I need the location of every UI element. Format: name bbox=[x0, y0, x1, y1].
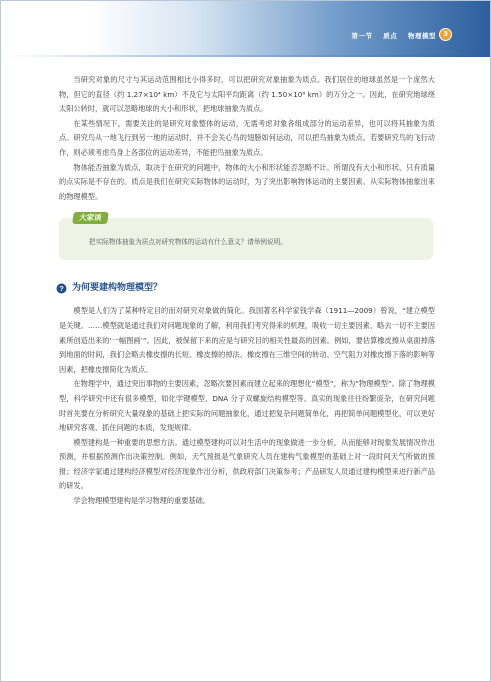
header-subtopic: 物理模型 bbox=[408, 32, 436, 40]
running-header bbox=[343, 31, 436, 40]
section-title: 为何要建构物理模型？ bbox=[72, 283, 163, 294]
paragraph: 模型建构是一种重要的思想方法。通过模型建构可以对生活中的现象做进一步分析，从而能够对现象发展情况作出预测，并根据预测作出决策控制。例如，天气预报是气象研究人员在建构气象模型的基础上对一段时间天气所做的预报；经济学家通过建构经济模型对经济现象作出分析，供政府部门决策参考；产品研发人员通过建构模型来进行新产品的研发。 bbox=[59, 437, 435, 491]
header-section: 第一节 bbox=[351, 32, 373, 40]
paragraph: 在某些情况下，需要关注的是研究对象整体的运动，无需考虑对象各组成部分的运动差异，也可以将其抽象为质点。研究鸟从一地飞行到另一地的运动时，并不会关心鸟的翅膀如何运动，可以把鸟抽象为质点。若要研究鸟的飞行动作，则必须考虑鸟身上各部位的运动差异，不能把鸟抽象为质点。 bbox=[59, 118, 435, 157]
paragraph: 当研究对象的尺寸与其运动范围相比小得多时，可以把研究对象抽象为质点。我们居住的地球虽然是一个庞然大物，但它的直径（约 1.27×10⁴ km）不及它与太阳平均距离（约 1.50×10⁸ km）的万分之一。因此，在研究地球绕太阳公转时，就可以忽略地球的大小和形状，把地球抽象为质点。 bbox=[59, 75, 435, 114]
discussion-question: 把实际物体抽象为质点对研究物体的运动有什么意义？请举例说明。 bbox=[89, 238, 287, 247]
svg-text:?: ? bbox=[59, 284, 64, 294]
header-topic: 质点 bbox=[383, 32, 398, 40]
section-heading bbox=[59, 280, 435, 296]
main-content bbox=[59, 73, 435, 509]
paragraph: 学会物理模型建构是学习物理的重要基础。 bbox=[73, 496, 210, 506]
page-number-badge: 3 bbox=[439, 28, 452, 41]
page-header bbox=[1, 1, 490, 57]
section-body bbox=[59, 304, 435, 508]
question-circle-icon bbox=[56, 283, 67, 294]
discussion-box bbox=[59, 213, 433, 260]
discussion-tag: 大家谈 bbox=[72, 212, 108, 224]
paragraph: 在物理学中，通过突出事物的主要因素，忽略次要因素而建立起来的理想化“模型”，称为“物理模型”。除了物理模型，科学研究中还有很多模型，如化学键模型、DNA 分子双螺旋结构模型等。真实的现象往往纷繁庞杂，在研究问题时首先要在分析研究大量现象的基础上把实际的问题抽象化，通过把复杂问题简单化，再把简单问题模型化，可以更好地研究客观、抓住问题的本质，发现规律。 bbox=[59, 379, 435, 433]
paragraph: 模型是人们为了某种特定目的而对研究对象做的简化。我国著名科学家钱学森（1911—2009）曾说，“建立模型是关键。……模型就是通过我们对问题现象的了解，利用我们考究得来的机理，吸收一切主要因素、略去一切不主要因素所创造出来的‘一幅图画’”。因此，被保留下来的应是与研究目的相关性最高的因素。例如，要估算橡皮擦从桌面掉落到地面的时间，我们会略去橡皮擦的长短、橡皮擦的掉法、橡皮擦在三维空间的转动、空气阻力对橡皮擦下落的影响等因素，把橡皮擦简化为质点。 bbox=[59, 306, 435, 374]
paragraph: 物体能否抽象为质点，取决于在研究的问题中，物体的大小和形状能否忽略不计。所谓没有大小和形状、只有质量的点实际是不存在的。质点是我们在研究实际物体的运动时，为了突出影响物体运动的主要因素、从实际物体抽象出来的物理模型。 bbox=[59, 162, 435, 201]
